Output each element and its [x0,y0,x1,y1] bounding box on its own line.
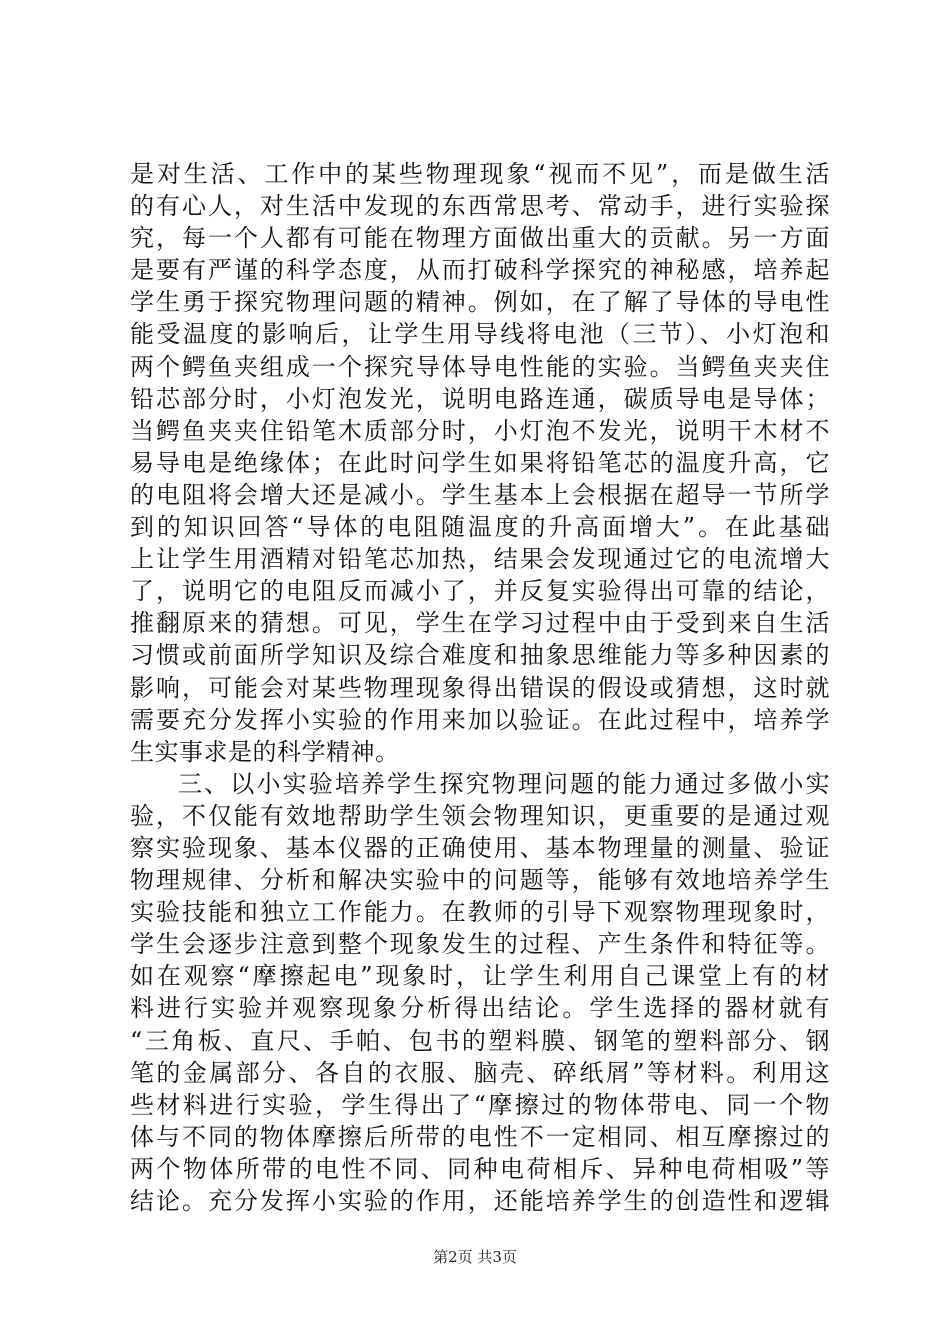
text-line: 体与不同的物体摩擦后所带的电性不一定相同、相互摩擦过的 [130,1122,830,1151]
text-line: 是要有严谨的科学态度，从而打破科学探究的神秘感，培养起 [130,256,830,285]
text-line: “三角板、直尺、手帕、包书的塑料膜、钢笔的塑料部分、钢 [130,1026,830,1055]
text-line: 易导电是绝缘体；在此时问学生如果将铅笔芯的温度升高，它 [130,448,830,477]
text-line: 了，说明它的电阻反而减小了，并反复实验得出可靠的结论， [130,577,830,606]
text-line: 铅芯部分时，小灯泡发光，说明电路连通，碳质导电是导体； [130,384,830,413]
page-number-label: 第2页 共3页 [433,1248,517,1266]
text-line: 究，每一个人都有可能在物理方面做出重大的贡献。另一方面 [130,224,830,253]
text-line: 的电阻将会增大还是减小。学生基本上会根据在超导一节所学 [130,480,830,509]
text-line: 料进行实验并观察现象分析得出结论。学生选择的器材就有 [130,994,830,1023]
text-line: 需要充分发挥小实验的作用来加以验证。在此过程中，培养学 [130,705,830,734]
text-line: 推翻原来的猜想。可见，学生在学习过程中由于受到来自生活 [130,609,830,638]
text-line: 能受温度的影响后，让学生用导线将电池（三节）、小灯泡和 [130,320,830,349]
page-footer [0,1247,950,1267]
text-line: 学生会逐步注意到整个现象发生的过程、产生条件和特征等。 [130,930,830,959]
body-text [130,158,830,1217]
text-line: 学生勇于探究物理问题的精神。例如，在了解了导体的导电性 [130,288,830,317]
text-line: 物理规律、分析和解决实验中的问题等，能够有效地培养学生 [130,866,830,895]
text-line: 如在观察“摩擦起电”现象时，让学生利用自己课堂上有的材 [130,962,830,991]
text-line: 笔的金属部分、各自的衣服、脑壳、碎纸屑”等材料。利用这 [130,1058,830,1087]
text-line: 两个鳄鱼夹组成一个探究导体导电性能的实验。当鳄鱼夹夹住 [130,352,830,381]
text-line: 习惯或前面所学知识及综合难度和抽象思维能力等多种因素的 [130,641,830,670]
text-line: 实验技能和独立工作能力。在教师的引导下观察物理现象时， [130,898,830,927]
text-line: 的有心人，对生活中发现的东西常思考、常动手，进行实验探 [130,192,830,221]
text-line: 是对生活、工作中的某些物理现象“视而不见”，而是做生活 [130,160,830,188]
text-line: 上让学生用酒精对铅笔芯加热，结果会发现通过它的电流增大 [130,545,830,574]
text-line: 当鳄鱼夹夹住铅笔木质部分时，小灯泡不发光，说明干木材不 [130,416,830,445]
text-line: 些材料进行实验，学生得出了“摩擦过的物体带电、同一个物 [130,1090,830,1119]
text-line: 影响，可能会对某些物理现象得出错误的假设或猜想，这时就 [130,673,830,702]
text-line: 结论。充分发挥小实验的作用，还能培养学生的创造性和逻辑 [130,1187,830,1215]
paragraph-end-line: 生实事求是的科学精神。 [130,737,400,766]
text-line: 两个物体所带的电性不同、同种电荷相斥、异种电荷相吸”等 [130,1154,830,1183]
text-line: 察实验现象、基本仪器的正确使用、基本物理量的测量、验证 [130,833,830,862]
section-heading-line: 三、以小实验培养学生探究物理问题的能力通过多做小实 [178,769,830,798]
text-line: 到的知识回答“导体的电阻随温度的升高面增大”。在此基础 [130,513,830,542]
text-line: 验，不仅能有效地帮助学生领会物理知识，更重要的是通过观 [130,801,830,830]
